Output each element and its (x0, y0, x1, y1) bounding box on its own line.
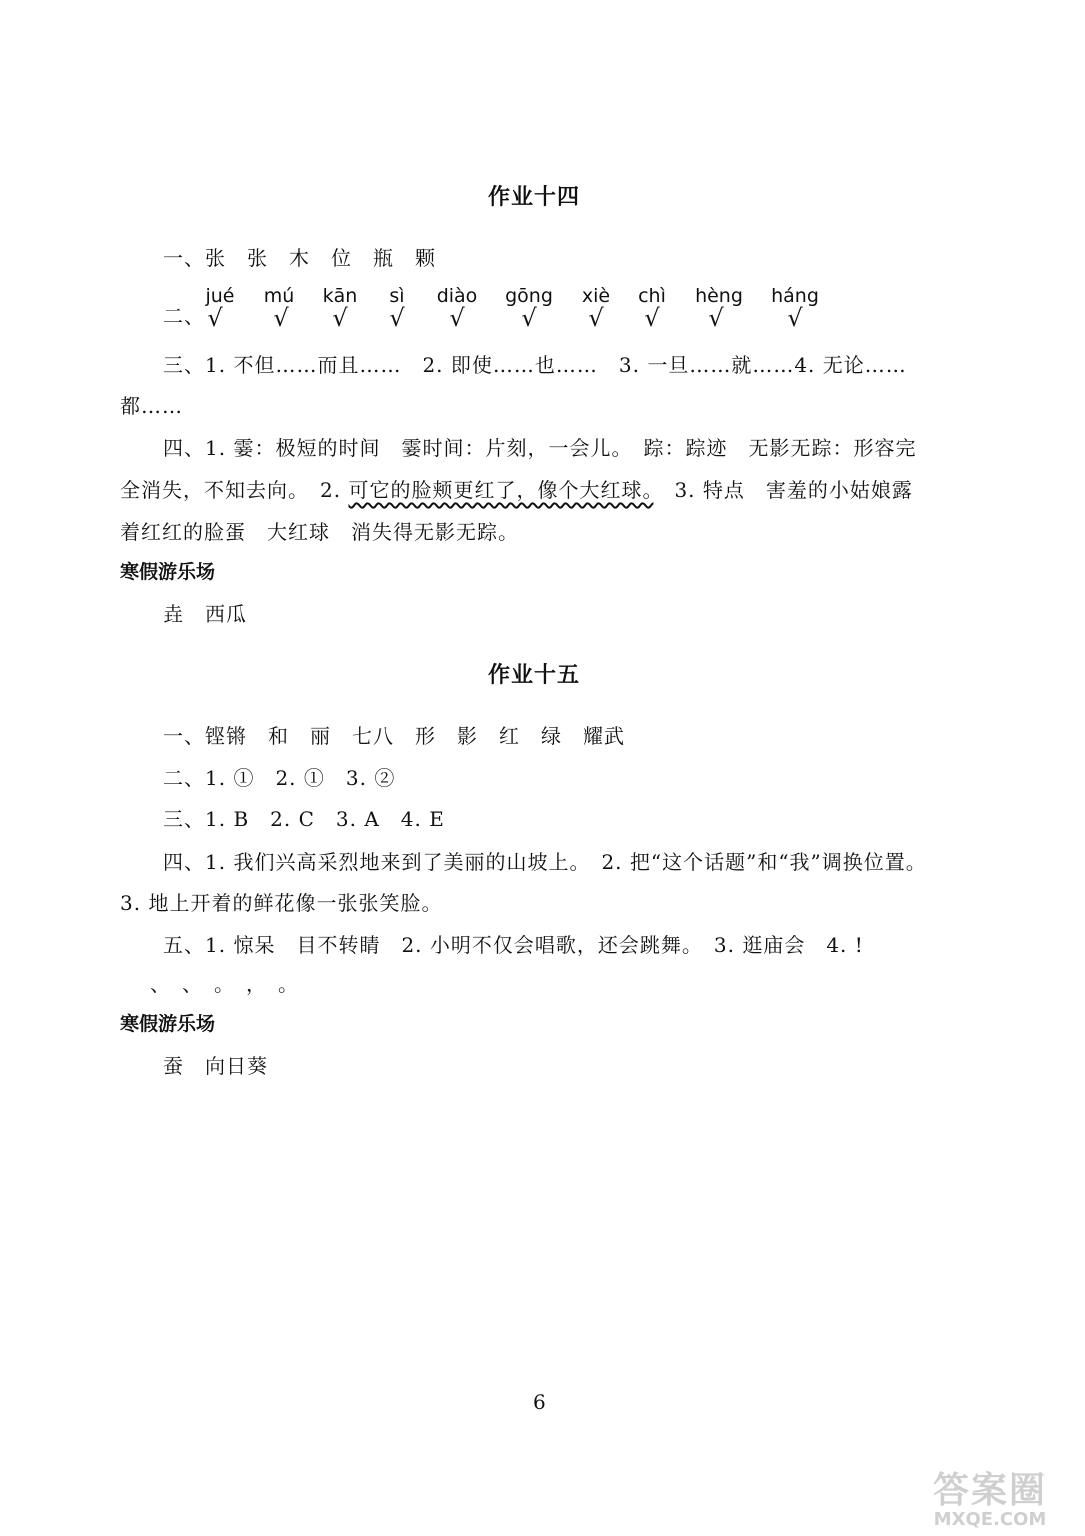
hw15-q5-line2: 、 、 。 ， 。 (150, 972, 299, 996)
check-mark: √ (273, 304, 289, 332)
hw15-q3: 三、1. B 2. C 3. A 4. E (163, 807, 445, 831)
hw14-q2-label: 二、 (163, 304, 205, 328)
check-mark: √ (588, 304, 604, 332)
hw14-q3-line1: 三、1. 不但……而且…… 2. 即使……也…… 3. 一旦……就……4. 无论…… (163, 353, 907, 377)
hw15-q5-line1: 五、1. 惊呆 目不转睛 2. 小明不仅会唱歌，还会跳舞。 3. 逛庙会 4. ! (163, 933, 864, 957)
pinyin-5: diào (436, 285, 478, 307)
pinyin-2: mú (263, 285, 295, 307)
hw14-q4-line1: 四、1. 霎：极短的时间 霎时间：片刻，一会儿。 踪：踪迹 无影无踪：形容完 (163, 436, 917, 460)
check-mark: √ (644, 304, 660, 332)
hw15-play-answer: 蚕 向日葵 (163, 1054, 268, 1078)
check-mark: √ (787, 304, 803, 332)
hw14-q1: 一、张 张 木 位 瓶 颗 (163, 246, 436, 270)
pinyin-3: kān (322, 285, 358, 307)
page-number: 6 (533, 1390, 546, 1414)
pinyin-10: háng (771, 285, 819, 307)
check-mark: √ (389, 304, 405, 332)
hw14-q4-line2 (120, 474, 913, 503)
hw15-q4-line2: 3. 地上开着的鲜花像一张张笑脸。 (120, 891, 443, 915)
hw14-q4-line3: 着红红的脸蛋 大红球 消失得无影无踪。 (120, 520, 519, 544)
check-mark: √ (708, 304, 724, 332)
pinyin-1: jué (205, 285, 235, 307)
hw14-title: 作业十四 (488, 185, 581, 210)
wavy-underlined-sentence: 可它的脸颊更红了，像个大红球。 (348, 478, 654, 502)
pinyin-6: gōng (505, 285, 553, 307)
hw15-q4-line1: 四、1. 我们兴高采烈地来到了美丽的山坡上。 2. 把“这个话题”和“我”调换位置。 (163, 850, 927, 874)
check-mark: √ (332, 304, 348, 332)
pinyin-9: hèng (695, 285, 743, 307)
watermark-line2: MXQE.COM (933, 1509, 1047, 1530)
q4-text-a: 全消失，不知去向。 2. (120, 478, 349, 502)
hw15-play-title: 寒假游乐场 (120, 1013, 216, 1035)
hw14-play-answer: 垚 西瓜 (163, 602, 247, 626)
check-mark: √ (521, 304, 537, 332)
check-mark: √ (207, 304, 223, 332)
watermark-line1: 答案圈 (932, 1470, 1047, 1511)
pinyin-7: xiè (581, 285, 611, 307)
pinyin-4: sì (389, 285, 405, 307)
pinyin-8: chì (638, 285, 666, 307)
watermark-logo (905, 1462, 1075, 1530)
check-mark: √ (449, 304, 465, 332)
hw14-q3-line2: 都…… (120, 394, 183, 418)
hw14-play-title: 寒假游乐场 (120, 561, 216, 583)
hw15-title: 作业十五 (488, 663, 581, 688)
hw15-q1: 一、铿锵 和 丽 七八 形 影 红 绿 耀武 (163, 724, 625, 748)
q4-text-b: 3. 特点 害羞的小姑娘露 (653, 478, 913, 502)
hw15-q2: 二、1. ① 2. ① 3. ② (163, 766, 396, 790)
